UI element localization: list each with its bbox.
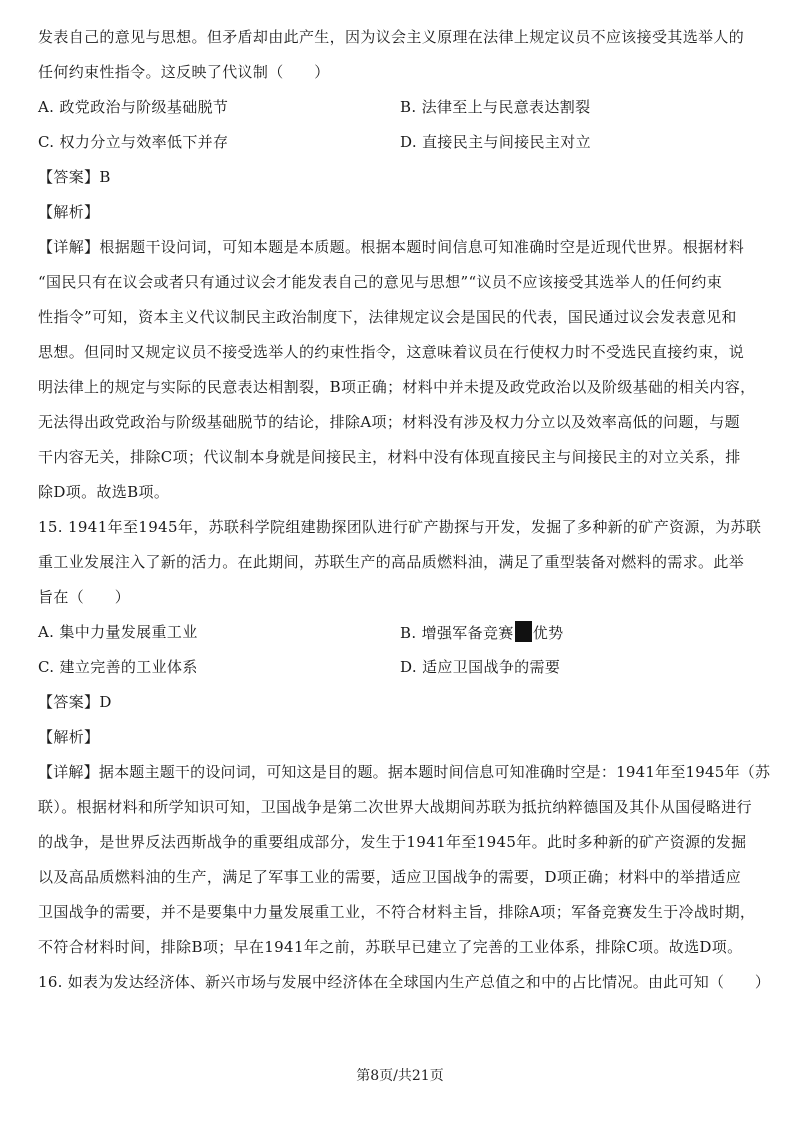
q14-detail-line: 思想。但同时又规定议员不接受选举人的约束性指令，这意味着议员在行使权力时不受选民直接约束，说 [38, 343, 745, 361]
q15-answer: 【答案】D [38, 693, 112, 711]
q15-option-b [400, 621, 563, 644]
q14-detail-line: 干内容无关，排除C项；代议制本身就是间接民主，材料中没有体现直接民主与间接民主的对立关系，排 [38, 448, 741, 466]
q15-detail-line: 不符合材料时间，排除B项；早在1941年之前，苏联早已建立了完善的工业体系，排除C项。故选D项。 [38, 938, 743, 956]
q14-detail-line: 除D项。故选B项。 [38, 483, 170, 501]
q15-detail-line: 【详解】据本题主题干的设问词，可知这是目的题。据本题时间信息可知准确时空是：1941年至1945年（苏 [38, 763, 771, 781]
q15-stem-line: 旨在（ ） [38, 588, 131, 606]
q15-detail-line: 卫国战争的需要，并不是要集中力量发展重工业，不符合材料主旨，排除A项；军备竞赛发生于冷战时期， [38, 903, 756, 921]
q14-detail-line: 明法律上的规定与实际的民意表达相割裂，B项正确；材料中并未提及政党政治以及阶级基础的相关内容， [38, 378, 756, 396]
q14-option-c: C. 权力分立与效率低下并存 [38, 133, 229, 151]
q14-detail-line: 【详解】根据题干设问词，可知本题是本质题。根据本题时间信息可知准确时空是近现代世界。根据材料 [38, 238, 745, 256]
q15-stem-line: 15. 1941年至1945年，苏联科学院组建勘探团队进行矿产勘探与开发，发掘了多种新的矿产资源，为苏联 [38, 518, 762, 536]
q14-detail-line: “国民只有在议会或者只有通过议会才能发表自己的意见与思想”“议员不应该接受其选举人的任何约束 [38, 273, 723, 291]
q15-option-a: A. 集中力量发展重工业 [38, 623, 198, 641]
q14-option-a: A. 政党政治与阶级基础脱节 [38, 98, 229, 116]
q15-option-c: C. 建立完善的工业体系 [38, 658, 198, 676]
q15-analysis-label: 【解析】 [38, 728, 100, 746]
q14-answer: 【答案】B [38, 168, 111, 186]
q15-option-b-text-end: 优势 [532, 624, 564, 642]
q14-analysis-label: 【解析】 [38, 203, 100, 221]
q14-stem-line-1: 发表自己的意见与思想。但矛盾却由此产生，因为议会主义原理在法律上规定议员不应该接受其选举人的 [38, 28, 745, 46]
q14-detail-line: 无法得出政党政治与阶级基础脱节的结论，排除A项；材料没有涉及权力分立以及效率高低的问题，与题 [38, 413, 740, 431]
q15-stem-line: 重工业发展注入了新的活力。在此期间，苏联生产的高品质燃料油，满足了重型装备对燃料的需求。此举 [38, 553, 745, 571]
q14-stem-line-2: 任何约束性指令。这反映了代议制（ ） [38, 63, 330, 81]
q14-option-b: B. 法律至上与民意表达割裂 [400, 98, 591, 116]
q15-option-d: D. 适应卫国战争的需要 [400, 658, 561, 676]
redaction-block [515, 621, 532, 642]
q15-detail-line: 联）。根据材料和所学知识可知，卫国战争是第二次世界大战期间苏联为抵抗纳粹德国及其仆从国侵略进行 [38, 798, 752, 816]
q15-detail-line: 的战争，是世界反法西斯战争的重要组成部分，发生于1941年至1945年。此时多种新的矿产资源的发掘 [38, 833, 747, 851]
q15-detail-line: 以及高品质燃料油的生产，满足了军事工业的需要，适应卫国战争的需要，D项正确；材料中的举措适应 [38, 868, 742, 886]
q14-option-d: D. 直接民主与间接民主对立 [400, 133, 591, 151]
page-number: 第8页/共21页 [356, 1068, 444, 1084]
q15-option-b-text-start: B. 增强军备竞赛 [400, 624, 514, 642]
q14-detail-line: 性指令”可知，资本主义代议制民主政治制度下，法律规定议会是国民的代表，国民通过议会发表意见和 [38, 308, 737, 326]
q16-stem: 16. 如表为发达经济体、新兴市场与发展中经济体在全球国内生产总值之和中的占比情况。由此可知（ ） [38, 973, 771, 991]
